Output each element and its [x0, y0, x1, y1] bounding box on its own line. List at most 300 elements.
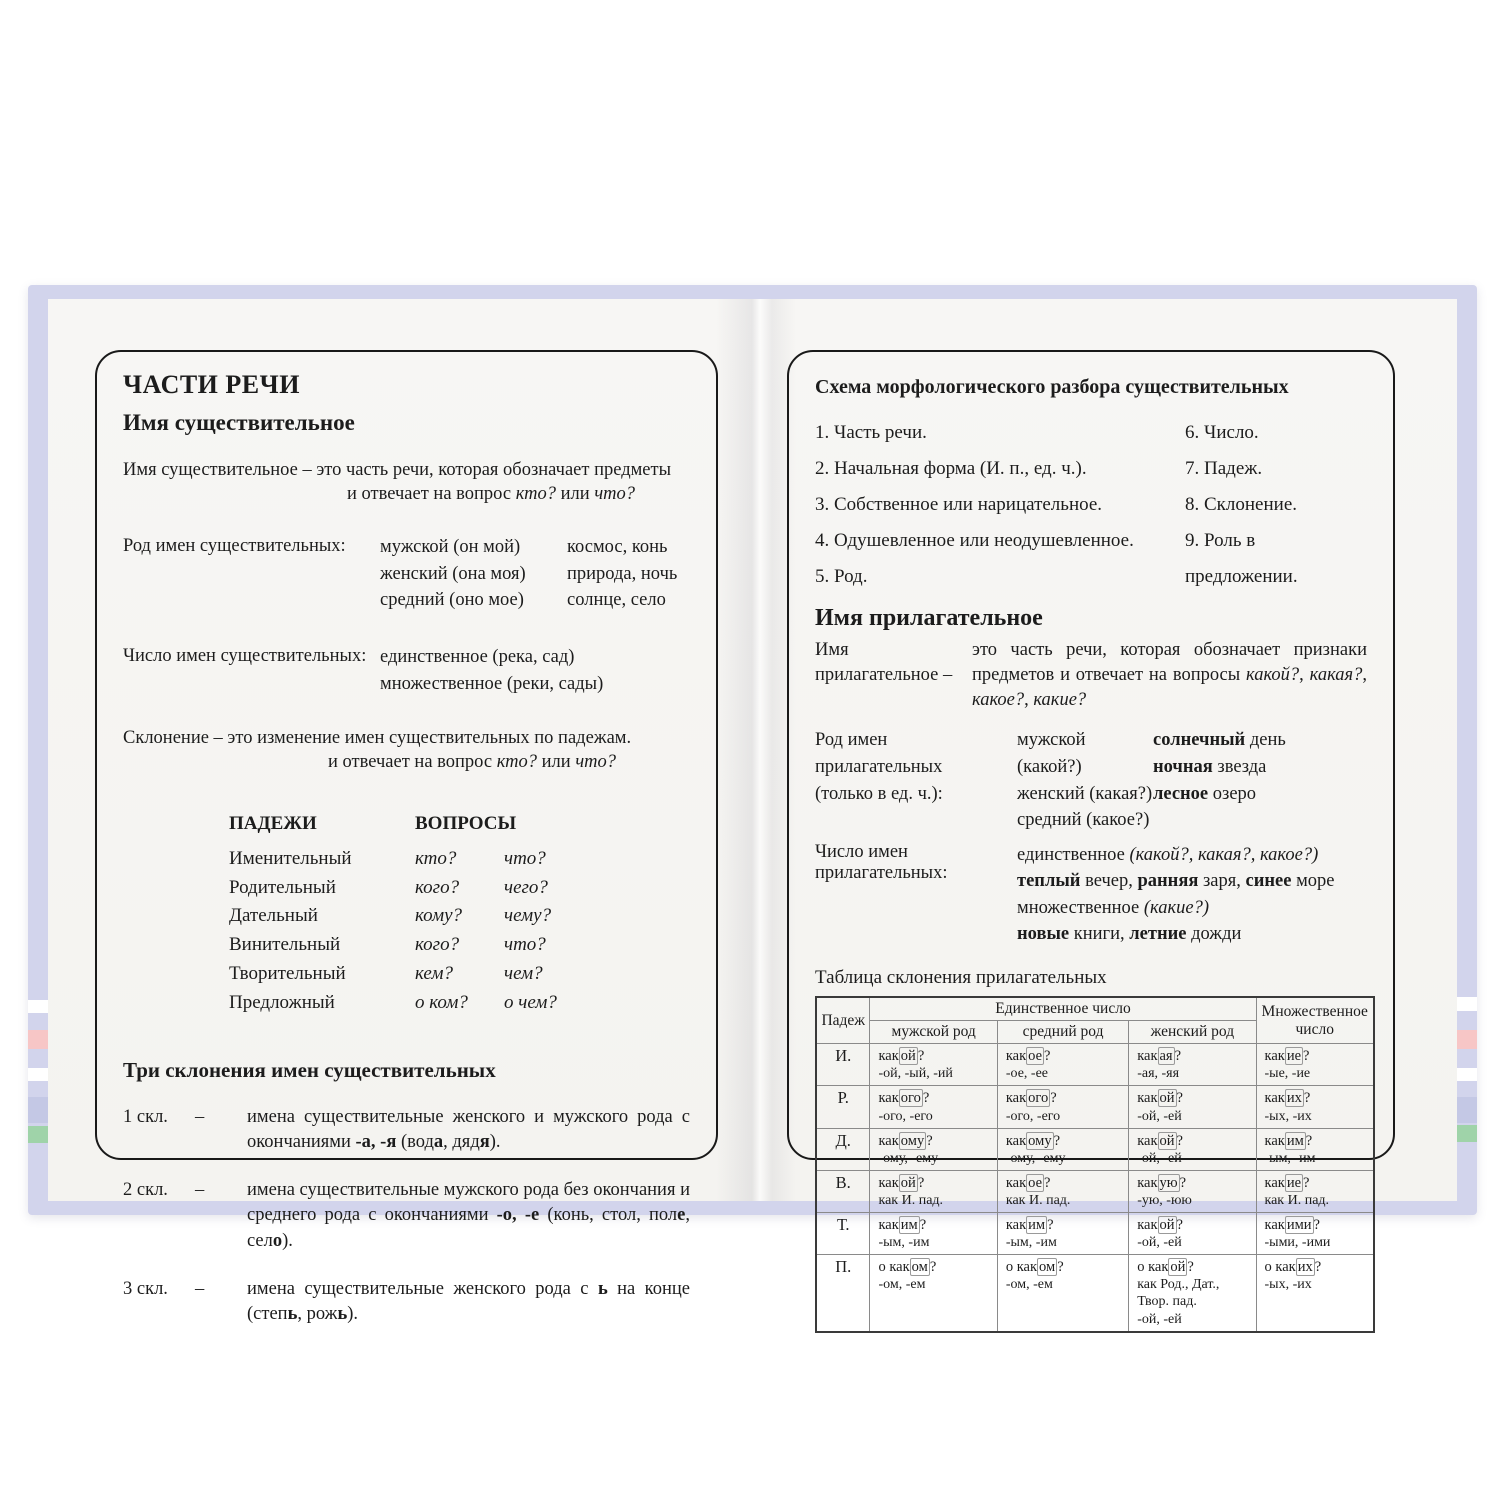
text-segment: (конь, стол, пол	[539, 1205, 678, 1226]
adj-table-case-letter: И.	[816, 1044, 870, 1086]
text-segment: им	[900, 1217, 918, 1234]
declension-item-number: 2 скл.	[123, 1179, 168, 1200]
adj-table-cell	[870, 1044, 997, 1086]
noun-gender-forms	[380, 534, 567, 614]
adj-table-cell-question	[1137, 1131, 1247, 1150]
noun-gender-label: Род имен существительных:	[123, 535, 346, 556]
adj-table-cell-question	[1006, 1046, 1120, 1065]
adj-table-header-case: Падеж	[816, 997, 870, 1044]
adj-table-cell	[870, 1128, 997, 1170]
case-question-inanimate: о чем?	[504, 992, 557, 1014]
gender-example: космос, конь	[567, 536, 668, 557]
open-pages	[48, 299, 1457, 1327]
page-title: ЧАСТИ РЕЧИ	[123, 370, 300, 399]
text-segment: их	[1286, 1090, 1302, 1107]
adj-table-subheader-neuter: средний род	[997, 1021, 1128, 1044]
adj-table-cell-question	[1137, 1215, 1247, 1234]
cases-rows	[229, 845, 690, 1018]
text-segment: имена существительные женского и мужского рода с окончаниями	[247, 1106, 690, 1153]
adj-table-case-letter: В.	[816, 1170, 870, 1212]
gender-form: женский (она моя)	[380, 563, 526, 584]
text-segment: ?	[922, 1090, 930, 1107]
adjective-number-block	[815, 842, 1367, 947]
schema-item: 5. Род.	[815, 566, 868, 587]
text-segment: какое?	[972, 689, 1025, 710]
text-segment: как	[1264, 1048, 1285, 1065]
adj-table-cell	[1256, 1255, 1374, 1332]
noun-definition-line1: Имя существительное – это часть речи, которая обозначает предметы	[123, 460, 672, 480]
adjective-gender-examples	[1153, 727, 1367, 834]
adj-table-case-letter: Т.	[816, 1213, 870, 1255]
declension-item-text	[247, 1105, 690, 1156]
adj-table-subheader-feminine: женский род	[1129, 1021, 1256, 1044]
adj-table-cell-endings: -ой, -ый, -ий	[878, 1066, 953, 1082]
adj-table-cell	[1256, 1044, 1374, 1086]
declension-item-dash: –	[195, 1106, 205, 1127]
adjective-def-text	[972, 638, 1367, 713]
text-segment: ие	[1286, 1174, 1302, 1191]
text-segment: о как	[1264, 1259, 1296, 1276]
adj-table-cell-question	[1265, 1215, 1366, 1234]
adj-table-cell-question	[878, 1215, 988, 1234]
adjective-gender-label-line2: (только в ед. ч.):	[815, 783, 943, 804]
text-segment: ?	[926, 1132, 933, 1149]
adj-table-cell-question	[1265, 1257, 1366, 1276]
gender-example: солнце, село	[567, 590, 666, 611]
text-segment: как	[1137, 1217, 1158, 1234]
text-segment: и отвечает на вопрос	[328, 752, 497, 773]
schema-item: 9. Роль в предложении.	[1185, 530, 1298, 587]
left-page-content	[97, 352, 716, 1325]
text-segment: ,	[1362, 664, 1367, 685]
schema-item: 6. Число.	[1185, 422, 1259, 443]
text-segment: море	[1291, 871, 1335, 892]
adj-table-head	[816, 997, 1374, 1044]
adj-table-cell-question	[1006, 1257, 1120, 1276]
adj-table-cell-endings: как И. пад.	[878, 1192, 944, 1208]
case-row	[229, 931, 690, 960]
case-name: Винительный	[229, 934, 341, 956]
schema-item: 1. Часть речи.	[815, 422, 927, 443]
adj-table-cell-question	[878, 1257, 988, 1276]
text-segment: ь	[597, 1278, 608, 1299]
adjective-definition	[815, 638, 1367, 713]
adj-table-cell-endings: -ому, -ему	[1005, 1150, 1066, 1166]
adj-table-cell-question	[1137, 1173, 1247, 1192]
text-segment: новые	[1017, 923, 1070, 944]
adj-table-cell-question	[1137, 1046, 1247, 1065]
text-segment: как	[1005, 1090, 1027, 1107]
case-question-animate: кем?	[415, 963, 453, 985]
adj-table-cell-endings: -ого, -его	[1005, 1108, 1061, 1124]
text-segment: как	[1264, 1174, 1285, 1191]
case-question-inanimate: что?	[504, 847, 546, 869]
text-segment: кто?	[496, 752, 538, 773]
text-segment: звезда	[1212, 756, 1267, 777]
adj-table-cell-endings: как И. пад.	[1005, 1192, 1071, 1208]
noun-gender-examples	[567, 534, 690, 614]
text-segment: и отвечает на вопрос	[347, 484, 516, 505]
adj-table-cell-question	[1006, 1131, 1120, 1150]
adj-table-cell-question	[878, 1046, 988, 1065]
text-segment: ь	[287, 1304, 298, 1325]
case-name: Именительный	[229, 847, 352, 869]
adj-table-cell-question	[1137, 1088, 1247, 1107]
adj-table-cell-question	[1265, 1173, 1366, 1192]
text-segment: как	[1137, 1132, 1158, 1149]
text-segment: ?	[1174, 1048, 1182, 1065]
adj-table-cell	[870, 1255, 997, 1332]
right-page-content	[789, 352, 1393, 1327]
right-page-frame	[787, 350, 1395, 1327]
adj-gender-form: женский (какая?)	[1017, 783, 1153, 804]
text-segment: ими	[1286, 1217, 1312, 1234]
text-segment: ?	[1303, 1090, 1311, 1107]
text-segment: какой?	[1246, 664, 1300, 685]
text-segment: день	[1245, 729, 1286, 750]
center-fold	[716, 299, 796, 1201]
noun-number-forms	[380, 644, 690, 698]
text-segment: книги,	[1069, 923, 1130, 944]
adj-number-line	[1017, 921, 1367, 947]
case-name: Предложный	[229, 992, 335, 1014]
adj-gender-example	[1153, 754, 1367, 781]
text-segment: ого	[1028, 1090, 1049, 1107]
adj-table-cell-endings: как И. пад.	[1264, 1192, 1330, 1208]
adj-table-body	[816, 1044, 1374, 1332]
adjective-declension-table	[815, 996, 1375, 1332]
text-segment: ому	[900, 1132, 925, 1149]
text-segment: ой	[900, 1048, 916, 1065]
adj-table-cell-endings: -ого, -его	[878, 1108, 933, 1124]
text-segment: заря,	[1198, 871, 1246, 892]
adj-table-cell-endings: -ой, -ей	[1137, 1235, 1182, 1251]
adj-table-cell	[1129, 1170, 1256, 1212]
adj-table-cell-question	[1265, 1046, 1366, 1065]
text-segment: что?	[575, 752, 616, 773]
text-segment: как	[878, 1090, 899, 1107]
adj-table-cell-endings: -ой, -ей	[1137, 1150, 1182, 1166]
noun-heading: Имя существительное	[123, 410, 355, 435]
adj-number-line	[1017, 895, 1367, 921]
adjective-gender-forms	[1017, 727, 1153, 834]
adj-table-cell-endings: -ую, -юю	[1137, 1192, 1192, 1208]
text-segment: как	[878, 1132, 899, 1149]
text-segment: как	[1137, 1048, 1158, 1065]
text-segment: ?	[1044, 1174, 1051, 1191]
text-segment: как	[1005, 1174, 1027, 1191]
text-segment: ?	[1313, 1217, 1320, 1234]
text-segment: , дяд	[443, 1132, 480, 1153]
adj-table-title: Таблица склонения прилагательных	[815, 967, 1107, 989]
schema-col1	[815, 415, 1185, 595]
schema-title: Схема морфологического разбора существительных	[815, 376, 1289, 398]
adj-table-cell	[997, 1086, 1128, 1128]
text-segment: ому	[1028, 1132, 1052, 1149]
adj-table-cell	[997, 1170, 1128, 1212]
cover-stripe-green	[1456, 1125, 1477, 1142]
text-segment: ).	[282, 1231, 293, 1251]
noun-definition	[123, 458, 690, 507]
number-form: единственное (река, сад)	[380, 647, 575, 668]
cover-stripe-lavender	[28, 1097, 49, 1123]
declension-item-number: 1 скл.	[123, 1106, 168, 1127]
text-segment: ,	[1299, 664, 1310, 685]
text-segment: это часть речи, которая обозначает признаки предметов и отвечает на вопросы	[972, 640, 1367, 685]
text-segment: как	[1137, 1174, 1158, 1191]
adj-gender-form: средний (какое?)	[1017, 810, 1150, 831]
adj-table-cell-endings: -ым, -им	[878, 1235, 930, 1251]
case-question-animate: кого?	[415, 876, 460, 898]
adj-table-cell-endings: -ая, -яя	[1137, 1066, 1180, 1082]
declension-item-dash: –	[195, 1179, 205, 1200]
case-question-inanimate: что?	[504, 934, 546, 956]
text-segment: ?	[1179, 1174, 1187, 1191]
noun-declension-line2	[123, 750, 690, 774]
text-segment: солнечный	[1153, 729, 1246, 750]
text-segment: озеро	[1208, 783, 1257, 804]
adj-table-cell	[997, 1213, 1128, 1255]
adj-table-cell-question	[1006, 1173, 1120, 1192]
notebook-spread	[28, 285, 1477, 1327]
cases-col2-header: ВОПРОСЫ	[415, 812, 517, 834]
text-segment: ?	[1176, 1090, 1183, 1107]
adj-table-cell-endings: -ом, -ем	[878, 1277, 926, 1293]
text-segment: имена существительные мужского рода без окончания и среднего рода с окончаниями	[247, 1179, 690, 1226]
adjective-number-lines	[1017, 842, 1367, 947]
adj-table-row	[816, 1255, 1374, 1332]
case-row	[229, 874, 690, 903]
adj-table-cell	[870, 1213, 997, 1255]
adj-table-cell	[1256, 1128, 1374, 1170]
text-segment: ?	[1176, 1217, 1183, 1234]
noun-number-block	[123, 644, 690, 698]
adj-table-cell	[1129, 1044, 1256, 1086]
case-question-inanimate: чего?	[504, 876, 548, 898]
adj-gender-example	[1153, 781, 1367, 808]
text-segment: (какой?, какая?, какое?)	[1129, 845, 1319, 866]
case-question-animate: кто?	[415, 847, 457, 869]
adj-table-cell	[1256, 1086, 1374, 1128]
text-segment: как	[1264, 1090, 1285, 1107]
case-question-inanimate: чем?	[504, 963, 543, 985]
cover-stripe-lavender	[1456, 1097, 1477, 1123]
case-question-animate: кому?	[415, 905, 462, 927]
adj-table-cell-endings: -ыми, -ими	[1264, 1235, 1331, 1251]
adj-table-cell-question	[1006, 1088, 1120, 1107]
text-segment: как	[878, 1174, 899, 1191]
text-segment: я	[479, 1132, 490, 1153]
text-segment: их	[1297, 1259, 1313, 1276]
cover-stripe-green	[28, 1126, 49, 1143]
adj-table-case-letter: Р.	[816, 1086, 870, 1128]
text-segment: синее	[1245, 871, 1292, 892]
adj-table-cell-question	[1265, 1088, 1366, 1107]
text-segment: ночная	[1153, 756, 1213, 777]
text-segment: ).	[347, 1304, 359, 1325]
adj-table-cell-question	[1006, 1215, 1120, 1234]
text-segment: (какие?)	[1143, 897, 1209, 918]
declension-item	[123, 1105, 690, 1156]
schema-item: 7. Падеж.	[1185, 458, 1263, 479]
adj-table-cell	[1256, 1170, 1374, 1212]
adj-table-cell-endings: -ой, -ей	[1137, 1108, 1182, 1124]
text-segment: как	[1005, 1048, 1027, 1065]
case-name: Родительный	[229, 876, 336, 898]
text-segment: ?	[1053, 1132, 1061, 1149]
text-segment: вечер,	[1080, 871, 1138, 892]
text-segment: ое	[1028, 1174, 1043, 1191]
adj-table-cell	[997, 1044, 1128, 1086]
text-segment: ?	[1314, 1259, 1322, 1276]
text-segment: или	[556, 484, 595, 505]
adj-table-cell-endings: -ых, -их	[1264, 1277, 1312, 1293]
case-question-animate: кого?	[415, 934, 460, 956]
case-question-animate: о ком?	[415, 992, 468, 1014]
case-row	[229, 960, 690, 989]
adj-table-case-letter: П.	[816, 1255, 870, 1332]
adj-table-cell-question	[1265, 1131, 1366, 1150]
text-segment: , сел	[247, 1205, 690, 1251]
gender-example: природа, ночь	[567, 563, 678, 584]
case-name: Творительный	[229, 963, 346, 985]
adj-table-cell	[870, 1170, 997, 1212]
adj-table-row	[816, 1170, 1374, 1212]
gender-form: средний (оно мое)	[380, 590, 524, 611]
text-segment: ранняя	[1137, 871, 1199, 892]
text-segment: кто?	[515, 484, 557, 505]
text-segment: летние	[1129, 923, 1187, 944]
text-segment: ого	[900, 1090, 921, 1107]
text-segment: -а, -я	[355, 1132, 397, 1153]
noun-definition-line2	[123, 482, 690, 506]
adj-table-cell-question	[878, 1131, 988, 1150]
text-segment: лесное	[1153, 783, 1209, 804]
text-segment: ,	[1024, 689, 1034, 710]
text-segment: ?	[1057, 1259, 1064, 1276]
text-segment: ая	[1159, 1048, 1173, 1065]
text-segment: е	[677, 1205, 686, 1226]
text-segment: о	[272, 1231, 283, 1251]
case-name: Дательный	[229, 905, 318, 927]
declension-item-dash: –	[195, 1278, 205, 1299]
text-segment: как	[878, 1217, 899, 1234]
adjective-gender-label	[815, 727, 1017, 834]
text-segment: им	[1028, 1217, 1046, 1234]
adjective-gender-block	[815, 727, 1367, 834]
gender-form: мужской (он мой)	[380, 536, 521, 557]
text-segment: что?	[594, 484, 635, 505]
text-segment: ?	[1050, 1090, 1057, 1107]
text-segment: ой	[1159, 1132, 1175, 1149]
adj-table-cell	[997, 1128, 1128, 1170]
cover-edge-left	[28, 285, 49, 1215]
schema-item: 2. Начальная форма (И. п., ед. ч.).	[815, 458, 1087, 479]
declension-item	[123, 1178, 690, 1255]
three-declensions-heading: Три склонения имен существительных	[123, 1057, 496, 1082]
text-segment: как	[1005, 1217, 1027, 1234]
case-row	[229, 989, 690, 1018]
cases-col1-header: ПАДЕЖИ	[229, 812, 317, 834]
adj-table-cell-question	[878, 1173, 988, 1192]
adj-table-cell	[1256, 1213, 1374, 1255]
text-segment: ой	[900, 1174, 916, 1191]
adj-table-row	[816, 1213, 1374, 1255]
cover-edge-right	[1456, 285, 1477, 1215]
adj-table-cell-endings: -ым, -им	[1264, 1150, 1316, 1166]
adj-table-header-singular: Единственное число	[870, 997, 1256, 1021]
cover-stripe-pink	[28, 1030, 49, 1049]
cover-stripe-white	[28, 1068, 49, 1081]
adjective-number-label: Число имен прилагательных:	[815, 842, 948, 884]
text-segment: ие	[1286, 1048, 1302, 1065]
adj-table-cell-endings: -ому, -ему	[878, 1150, 939, 1166]
case-row	[229, 902, 690, 931]
text-segment: как	[1264, 1132, 1285, 1149]
text-segment: ?	[1047, 1217, 1054, 1234]
text-segment: ое	[1028, 1048, 1043, 1065]
cover-stripe-white	[28, 1000, 49, 1013]
number-form: множественное (реки, сады)	[380, 674, 604, 695]
text-segment: дожди	[1186, 923, 1242, 944]
text-segment: теплый	[1017, 871, 1081, 892]
text-segment: ?	[1305, 1132, 1313, 1149]
text-segment: ?	[917, 1174, 925, 1191]
three-declensions-items	[123, 1105, 690, 1328]
text-segment: ую	[1159, 1174, 1178, 1191]
adj-table-row	[816, 1086, 1374, 1128]
declension-item-text	[247, 1178, 690, 1255]
text-segment: как	[1005, 1132, 1027, 1149]
cover-stripe-white	[1456, 1068, 1477, 1081]
text-segment: множественное	[1017, 897, 1144, 918]
text-segment: как	[1264, 1217, 1285, 1234]
adj-table-cell-question	[1137, 1257, 1247, 1276]
schema-item: 4. Одушевленное или неодушевленное.	[815, 530, 1134, 551]
text-segment: ).	[489, 1132, 501, 1153]
adj-table-cell-endings: -ые, -ие	[1264, 1066, 1311, 1082]
cases-block	[229, 813, 690, 1018]
text-segment: ой	[1159, 1090, 1175, 1107]
noun-declension-line1: Склонение – это изменение имен существительных по падежам.	[123, 727, 632, 748]
cases-header	[229, 813, 690, 835]
noun-declension-note	[123, 726, 690, 775]
text-segment: (вод	[396, 1132, 434, 1153]
text-segment: о как	[1137, 1259, 1169, 1276]
text-segment: ой	[1159, 1217, 1175, 1234]
text-segment: как	[878, 1048, 899, 1065]
adj-number-line	[1017, 868, 1367, 894]
adj-table-cell-endings: -ых, -их	[1264, 1108, 1312, 1124]
text-segment: как	[1137, 1090, 1158, 1107]
schema-item: 3. Собственное или нарицательное.	[815, 494, 1103, 515]
adj-table-cell	[1129, 1128, 1256, 1170]
adj-table-case-letter: Д.	[816, 1128, 870, 1170]
noun-gender-block	[123, 534, 690, 614]
text-segment: , рож	[297, 1304, 338, 1325]
case-question-inanimate: чему?	[504, 905, 552, 927]
text-segment: ь	[337, 1304, 348, 1325]
text-segment: -о, -е	[496, 1205, 540, 1226]
text-segment: ом	[911, 1259, 928, 1276]
adj-table-subheader-masculine: мужской род	[870, 1021, 997, 1044]
adj-table-row	[816, 1128, 1374, 1170]
schema-item: 8. Склонение.	[1185, 494, 1298, 515]
adj-table-cell-question	[878, 1088, 988, 1107]
left-page-frame	[95, 350, 718, 1325]
adj-table-cell-endings: как Род., Дат., Твор. пад. -ой, -ей	[1137, 1277, 1220, 1327]
noun-number-label: Число имен существительных:	[123, 646, 367, 667]
